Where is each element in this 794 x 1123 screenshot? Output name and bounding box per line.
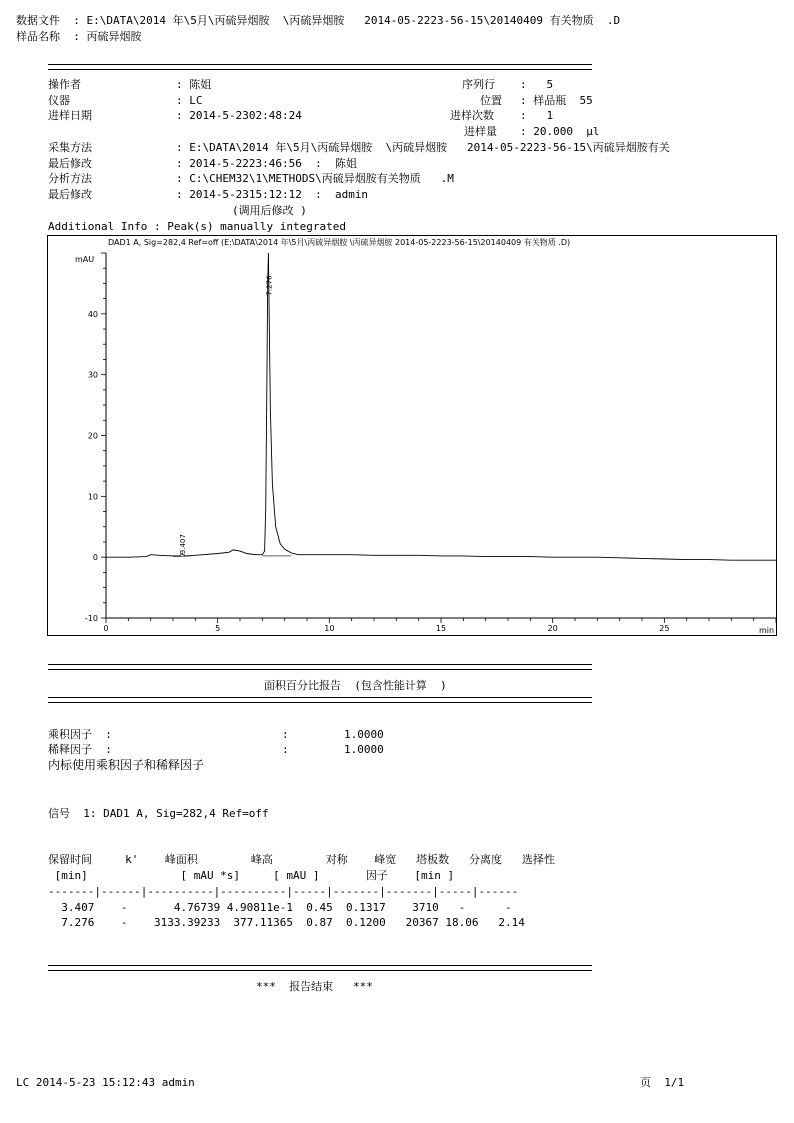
separator-report-bottom [48, 697, 592, 703]
additional-info: Additional Info : Peak(s) manually integrated [48, 220, 347, 233]
instrument-value-line: : LC [176, 94, 203, 107]
dilution-label: 稀释因子 : [48, 743, 112, 756]
table-row: 3.407 - 4.76739 4.90811e-1 0.45 0.1317 3710 - - [48, 901, 512, 914]
data-file-label: 数据文件 [16, 14, 60, 27]
report-title: 面积百分比报告 (包含性能计算 ) [264, 679, 447, 692]
chart-x-axis-label: min [759, 626, 775, 635]
x-tick-label: 0 [103, 624, 109, 633]
after-load-note: (调用后修改 ) [232, 204, 307, 217]
table-header-row-1: 保留时间 k' 峰面积 峰高 对称 峰宽 塔板数 分离度 选择性 [48, 853, 555, 866]
analysis-method-label: 分析方法 [48, 172, 92, 185]
dilution-colon: : [282, 743, 289, 756]
y-tick-label: 0 [92, 553, 98, 563]
location-value-line: : 样品瓶 55 [520, 94, 593, 107]
report-end: *** 报告结束 *** [256, 980, 373, 993]
data-file-line: 数据文件 : E:\DATA\2014 年\5月\丙硫异烟胺 \丙硫异烟胺 2014-05-2223-56-15\20140409 有关物质 .D [16, 14, 621, 27]
table-row: 7.276 - 3133.39233 377.11365 0.87 0.1200 20367 18.06 2.14 [48, 916, 525, 929]
inj-volume-value-line: : 20.000 µl [520, 125, 600, 138]
multiplier-value: 1.0000 [344, 728, 384, 741]
acq-method-value-line: : E:\DATA\2014 年\5月\丙硫异烟胺 \丙硫异烟胺 2014-05-2223-56-15\丙硫异烟胺有关 [176, 141, 670, 154]
table-header-row-2: [min] [ mAU *s] [ mAU ] 因子 [min ] [48, 869, 455, 882]
dilution-value: 1.0000 [344, 743, 384, 756]
multiplier-label: 乘积因子 : [48, 728, 112, 741]
seq-line-value-line: : 5 [520, 78, 554, 91]
last-mod1-label: 最后修改 [48, 157, 92, 170]
operator-value-line: : 陈姐 [176, 78, 212, 91]
inj-volume-label: 进样量 [464, 125, 497, 138]
inj-date-value-line: : 2014-5-2302:48:24 [176, 109, 302, 122]
istd-note: 内标使用乘积因子和稀释因子 [48, 758, 205, 772]
chart-y-axis-label: mAU [75, 255, 95, 264]
operator-label: 操作者 [48, 78, 81, 91]
x-tick-label: 25 [659, 624, 670, 633]
seq-line-label: 序列行 [462, 78, 495, 91]
inj-count-label: 进样次数 [450, 109, 494, 122]
y-tick-label: 10 [87, 492, 98, 502]
inj-count-value-line: : 1 [520, 109, 554, 122]
signal-line: 信号 1: DAD1 A, Sig=282,4 Ref=off [48, 807, 269, 820]
y-tick-label: 40 [87, 309, 98, 319]
chromatogram-chart [47, 235, 777, 636]
footer-left: LC 2014-5-23 15:12:43 admin [16, 1076, 195, 1089]
x-tick-label: 20 [547, 624, 558, 633]
x-tick-label: 5 [215, 624, 221, 633]
data-file-value: E:\DATA\2014 年\5月\丙硫异烟胺 \丙硫异烟胺 2014-05-2223-56-15\20140409 有关物质 .D [86, 14, 621, 27]
chart-title: DAD1 A, Sig=282,4 Ref=off (E:\DATA\2014 年\5月\丙硫异烟胺 \丙硫异烟胺 2014-05-2223-56-15\20140409 有关物质 .D) [108, 238, 571, 247]
y-tick-label: 20 [87, 431, 98, 441]
sample-name-label: 样品名称 [16, 30, 60, 43]
sample-name-value: 丙硫异烟胺 [86, 30, 142, 43]
y-tick-label: -10 [84, 614, 98, 623]
analysis-method-value-line: : C:\CHEM32\1\METHODS\丙硫异烟胺有关物质 .M [176, 172, 454, 185]
separator-top [48, 64, 592, 70]
y-tick-label: 30 [87, 370, 98, 380]
inj-date-label: 进样日期 [48, 109, 92, 122]
x-tick-label: 15 [435, 624, 447, 633]
last-mod2-value-line: : 2014-5-2315:12:12 : admin [176, 188, 369, 201]
sample-name-line: 样品名称 : 丙硫异烟胺 [16, 30, 142, 43]
peak-label: 7.276 [265, 275, 274, 296]
table-rule: -------|------|----------|----------|-----|-------|-------|-----|------ [48, 885, 519, 898]
footer-page: 页 1/1 [640, 1076, 685, 1089]
last-mod2-label: 最后修改 [48, 188, 92, 201]
last-mod1-value-line: : 2014-5-2223:46:56 : 陈姐 [176, 157, 357, 170]
multiplier-colon: : [282, 728, 289, 741]
acq-method-label: 采集方法 [48, 141, 92, 154]
separator-report-top [48, 664, 592, 670]
location-label: 位置 [480, 94, 502, 107]
peak-label: 3.407 [179, 534, 188, 555]
separator-end [48, 965, 592, 971]
x-tick-label: 10 [324, 624, 335, 633]
instrument-label: 仪器 [48, 94, 70, 107]
